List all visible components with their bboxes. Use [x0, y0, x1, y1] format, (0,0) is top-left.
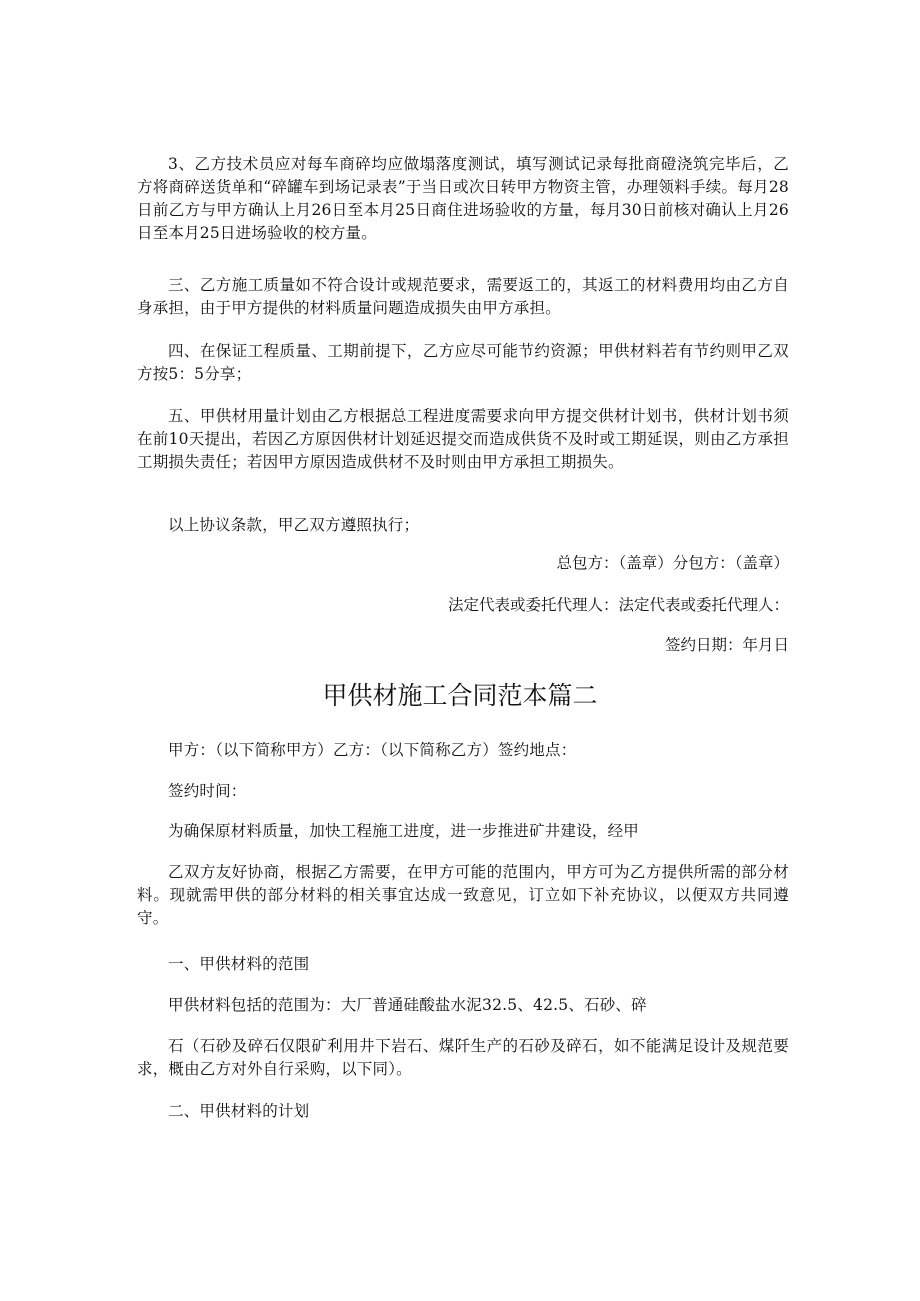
part-one-para-1: 3、乙方技术员应对每车商碎均应做塌落度测试，填写测试记录每批商磴浇筑完毕后，乙方将商碎送货单和“碎罐车到场记录表”于当日或次日转甲方物资主管，办理领料手续。每月28日前乙方与甲方确认上月26日至本月25日商住进场验收的方量，每月30日前核对确认上月26日至本月25日进场验收的校方量。: [137, 155, 789, 242]
part-two-para-1: 甲方：（以下简称甲方）乙方：（以下简称乙方）签约地点：: [168, 741, 577, 759]
part-two-para-3-block: [137, 820, 789, 843]
part-one-para-5: 以上协议条款，甲乙双方遵照执行；: [168, 516, 420, 534]
part-two-para-5-block: [137, 953, 789, 976]
part-two-heading-plan: 二、甲供材料的计划: [168, 1102, 310, 1120]
part-one-para-2-block: [137, 274, 789, 320]
part-two-para-4-block: [137, 861, 789, 930]
part-two-para-8-block: [137, 1100, 789, 1123]
part-one-para-5-block: [137, 514, 789, 537]
part-two-para-3: 为确保原材料质量，加快工程施工进度，进一步推进矿井建设，经甲: [168, 822, 640, 840]
signature-representative-line: 法定代表或委托代理人：法定代表或委托代理人：: [447, 596, 789, 614]
part-two-para-1-block: [137, 739, 789, 762]
part-one-para-4: 五、甲供材用量计划由乙方根据总工程进度需要求向甲方提交供材计划书，供材计划书须在前10天提出，若因乙方原因供材计划延迟提交而造成供货不及时或工期延误，则由乙方承担工期损失责任；若因甲方原因造成供材不及时则由甲方承担工期损失。: [137, 407, 789, 471]
part-one-para-4-block: [137, 405, 789, 474]
part-two-para-7: 石（石砂及碎石仅限矿利用井下岩石、煤阡生产的石砂及碎石，如不能满足设计及规范要求，概由乙方对外自行采购，以下同）。: [137, 1037, 789, 1078]
part-one-para-1-block: [137, 153, 789, 245]
part-two-heading-scope: 一、甲供材料的范围: [168, 955, 310, 973]
part-two-para-2-block: [137, 780, 789, 803]
part-two-para-6-block: [137, 994, 789, 1017]
section-title: 甲供材施工合同范本篇二: [322, 681, 598, 710]
part-one-para-3: 四、在保证工程质量、工期前提下，乙方应尽可能节约资源；甲供材料若有节约则甲乙双方按5：5分享；: [137, 342, 789, 383]
part-two-para-6: 甲供材料包括的范围为：大厂普通硅酸盐水泥32.5、42.5、石砂、碎: [168, 996, 647, 1014]
part-one-para-3-block: [137, 340, 789, 386]
signature-date-line: 签约日期：年月日: [664, 636, 789, 654]
part-two-para-7-block: [137, 1035, 789, 1081]
part-two-para-2: 签约时间：: [168, 782, 247, 800]
signature-stamp-line: 总包方：（盖章）分包方：（盖章）: [556, 554, 789, 572]
part-two-para-4: 乙双方友好协商，根据乙方需要，在甲方可能的范围内，甲方可为乙方提供所需的部分材料。现就需甲供的部分材料的相关事宜达成一致意见，订立如下补充协议，以便双方共同遵守。: [137, 863, 789, 927]
part-one-para-2: 三、乙方施工质量如不符合设计或规范要求，需要返工的，其返工的材料费用均由乙方自身承担，由于甲方提供的材料质量问题造成损失由甲方承担。: [137, 276, 789, 317]
